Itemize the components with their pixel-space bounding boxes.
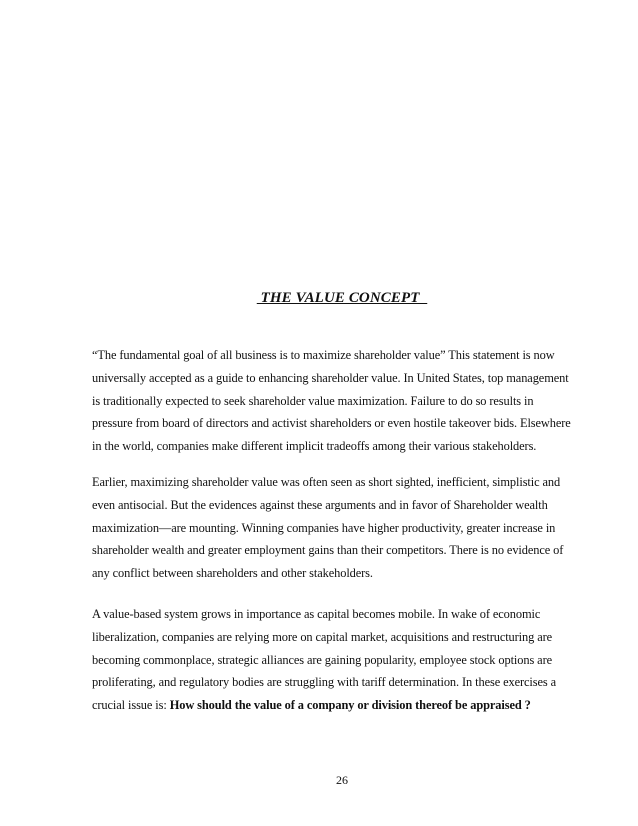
paragraph-line: any conflict between shareholders and other stakeholders.	[92, 566, 373, 581]
paragraph-line: liberalization, companies are relying more on capital market, acquisitions and restructuring are	[92, 629, 553, 644]
paragraph-line: in the world, companies make different implicit tradeoffs among their various stakeholders.	[92, 439, 537, 454]
paragraph-line: pressure from board of directors and activist shareholders or even hostile takeover bids. Elsewhere	[92, 416, 571, 431]
paragraph-line: universally accepted as a guide to enhancing shareholder value. In United States, top management	[92, 370, 569, 385]
page-number: 26	[336, 773, 348, 787]
paragraph-3	[92, 603, 572, 717]
last-line-prefix: crucial issue is:	[92, 698, 170, 713]
paragraph-line: “The fundamental goal of all business is to maximize shareholder value” This statement is now	[92, 348, 555, 362]
paragraph-last-line	[92, 694, 572, 717]
paragraph-line: A value-based system grows in importance as capital becomes mobile. In wake of economic	[92, 607, 541, 621]
paragraph-line: proliferating, and regulatory bodies are struggling with tariff determination. In these exercises a	[92, 675, 557, 690]
paragraph-line: even antisocial. But the evidences against these arguments and in favor of Shareholder wealth	[92, 497, 548, 512]
key-question: How should the value of a company or division thereof be appraised ?	[169, 698, 531, 713]
page-title: THE VALUE CONCEPT	[256, 290, 428, 306]
paragraph-line: becoming commonplace, strategic alliances are gaining popularity, employee stock options are	[92, 652, 552, 667]
paragraph-1	[92, 344, 572, 458]
paragraph-line: maximization—are mounting. Winning companies have higher productivity, greater increase in	[92, 520, 556, 535]
paragraph-line: is traditionally expected to seek shareholder value maximization. Failure to do so results in	[92, 393, 534, 408]
paragraph-2	[92, 471, 572, 585]
paragraph-line: shareholder wealth and greater employment gains than their competitors. There is no evidence of	[92, 543, 564, 558]
paragraph-line: Earlier, maximizing shareholder value was often seen as short sighted, inefficient, simplistic and	[92, 475, 561, 489]
